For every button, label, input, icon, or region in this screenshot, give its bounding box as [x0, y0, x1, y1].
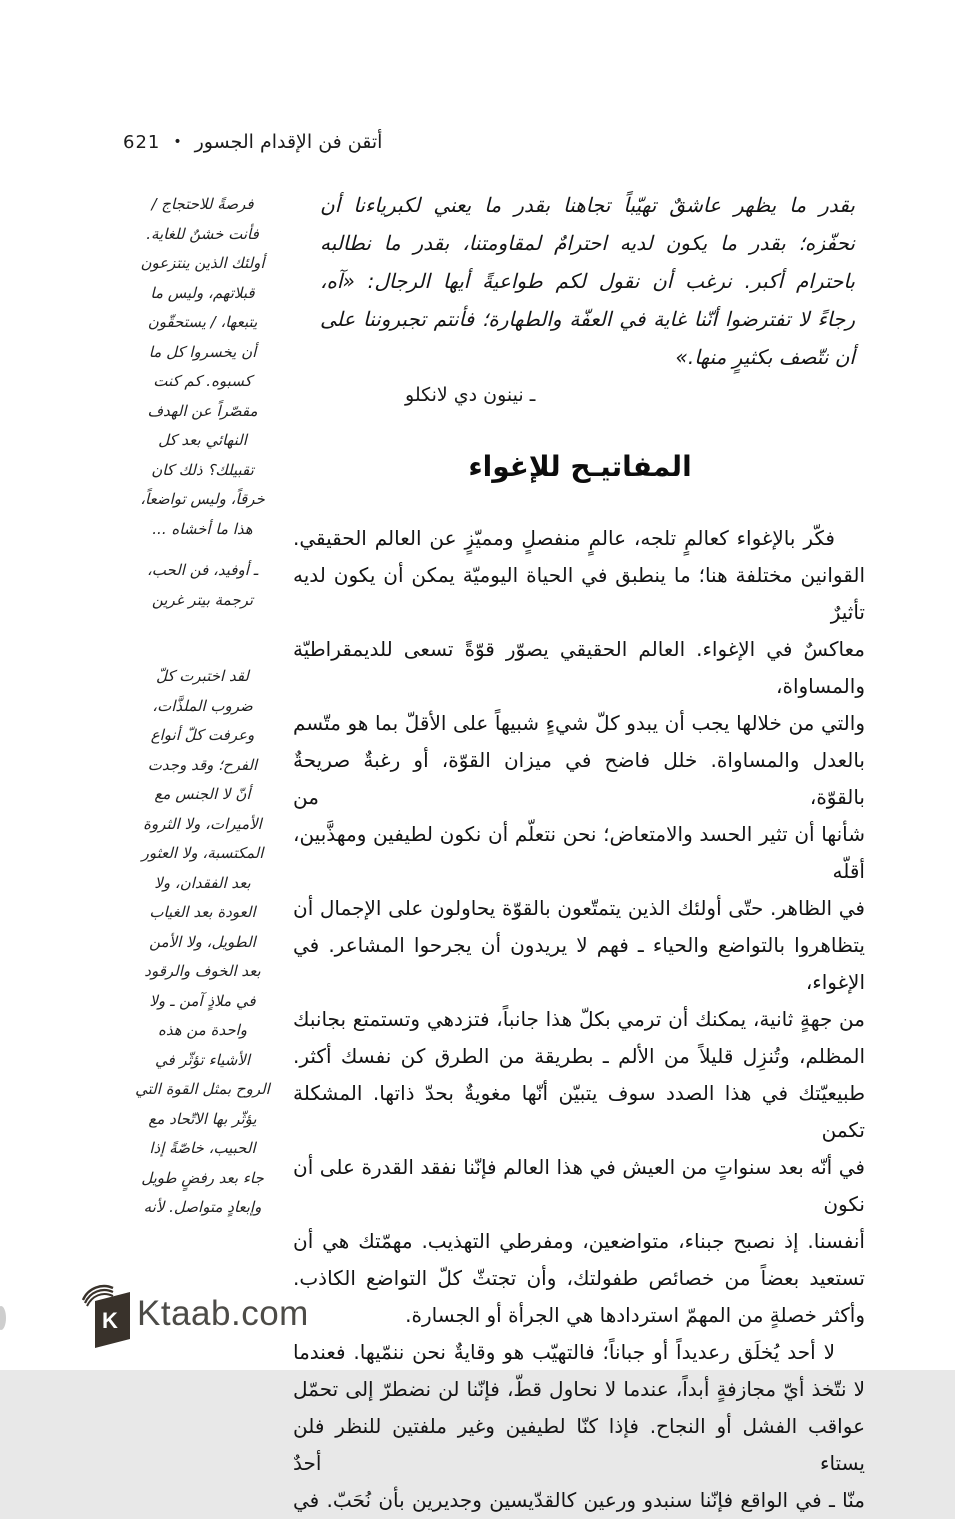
text-line: ضروب الملذَّات،	[152, 696, 253, 715]
logo-letter: K	[102, 1308, 118, 1333]
text-line: أنفسنا. إذ نصبح جبناء، متواضعين، ومفرطي التهذيب. مهمّتك هي أن	[293, 1229, 865, 1253]
body-paragraph-1	[293, 520, 865, 1334]
text-line: قبلاتهم، وليس ما	[150, 283, 255, 302]
text-line: جاء بعد رفضٍ طويل	[141, 1168, 264, 1187]
text-line: رجاءً لا تفترضوا أنّنا غاية في العفّة والطهارة؛ فأنتم تجبروننا على	[320, 307, 855, 331]
ktaab-brand-text: Ktaab.com	[137, 1294, 309, 1333]
text-line: الطويل، ولا الأمن	[149, 932, 256, 951]
text-line: في ملاذٍ آمن ـ ولا	[149, 991, 256, 1010]
text-line: تستعيد بعضاً من خصائص طفولتك، وأن تجتثّ كلّ التواضع الكاذب.	[293, 1266, 865, 1290]
text-line: يتظاهروا بالتواضع والحياء ـ فهم لا يريدون أن يجرحوا المشاعر. في الإغواء،	[293, 933, 865, 994]
text-line: واحدة من هذه	[157, 1021, 248, 1039]
text-line: شأنها أن تثير الحسد والامتعاض؛ نحن نتعلّم أن نكون لطيفين ومهذَّبين، أقلّه	[293, 822, 865, 883]
text-line: هذا ما أخشاه ...	[152, 519, 253, 538]
text-line: الحبيب، خاصّةً إذا	[149, 1139, 256, 1157]
bullet-separator: •	[173, 134, 182, 150]
text-line: الأميرات، ولا الثروة	[143, 814, 262, 833]
text-line: لا نتّخذ أيّ مجازفةٍ أبداً، عندما لا نحاول قطّ، فإنّنا لن نضطرّ إلى تحمّل	[293, 1377, 865, 1401]
text-line: فأنت خشنٌ للغاية.	[146, 224, 259, 243]
text-line: الفرح؛ وقد وجدت	[147, 755, 258, 774]
text-line: المكتسبة، ولا العثور	[141, 844, 264, 862]
margin-note-pleasures	[105, 662, 300, 1223]
text-line: النهائي بعد كل	[158, 431, 247, 449]
text-line: والتي من خلالها يجب أن يبدو كلّ شيءٍ شبيهاً على الأقلّ بما هو متّسم	[293, 711, 865, 735]
text-line: في الظاهر. حتّى أولئك الذين يتمتّعون بالقوّة يحاولون على الإجمال أن	[293, 896, 865, 920]
text-line: بالعدل والمساواة. خلل فاضح في ميزان القوّة، أو رغبةٌ صريحةٌ بالقوّة، من	[293, 748, 865, 809]
body-paragraph-2	[293, 1334, 865, 1519]
text-line: أن نتّصف بكثيرٍ منها.»	[675, 345, 855, 369]
body-text	[293, 520, 865, 1519]
text-line: أنّ لا الجنس مع	[154, 785, 251, 803]
margin-note-text	[105, 662, 300, 1223]
text-line: يتبعها، / يستحقّون	[147, 313, 258, 331]
text-line: بعد الفقدان، ولا	[154, 873, 251, 892]
text-line: الروح بمثل القوة التي	[135, 1080, 270, 1098]
text-line: باحترام أكبر. نرغب أن نقول لكم طواعيةً أيها الرجال: «آه،	[320, 269, 855, 293]
text-line: بعد الخوف والرقود	[144, 962, 261, 980]
text-line: في أنّه بعد سنواتٍ من العيش في هذا العالم فإنّنا نفقد القدرة على أن نكون	[293, 1155, 865, 1216]
text-line: عواقب الفشل أو النجاح. فإذا كنّا لطيفين وغير ملفتين للنظر فلن يستاء أحدٌ	[293, 1414, 865, 1475]
text-line: لقد اختبرت كلّ	[156, 667, 249, 685]
margin-note-text	[105, 190, 300, 544]
scan-edge-artifact	[0, 1306, 6, 1330]
margin-note-attribution	[105, 556, 300, 615]
epigraph-quote	[320, 186, 855, 376]
text-line: طبيعيّتك في هذا الصدد سوف يتبيّن أنّها مغويةٌ بحدّ ذاتها. المشكلة تكمن	[293, 1081, 865, 1142]
text-line: وإبعادٍ متواصل. لأنه	[143, 1198, 262, 1216]
margin-note-ovid	[105, 190, 300, 615]
text-line: ـ أوفيد، فن الحب،	[146, 561, 259, 579]
epigraph-attribution: ـ نينون دي لانكلو	[405, 384, 536, 406]
text-line: خرقاً، وليس تواضعاً،	[140, 490, 265, 508]
text-line: لا أحد يُخلَق رعديداً أو جباناً؛ فالتهيّب هو وقايةٌ نحن ننمّيها. فعندما	[293, 1340, 835, 1364]
page-number: 621	[123, 131, 161, 153]
text-line: منّا ـ في الواقع فإنّنا سنبدو ورعين كالقدّيسين وجديرين بأن نُحَبّ. في	[293, 1488, 865, 1512]
text-line: معاكسٌ في الإغواء. العالم الحقيقي يصوّر قوّةً تسعى للديمقراطيّة والمساواة،	[293, 637, 865, 698]
text-line: كسبوه. كم كنت	[153, 372, 252, 390]
running-head	[123, 131, 382, 153]
text-line: وعرفت كلّ أنواع	[150, 726, 255, 744]
text-line: نحفّزه؛ بقدر ما يكون لديه احترامٌ لمقاومتنا، بقدر ما نطالبه	[320, 231, 855, 255]
book-title: أتقن فن الإقدام الجسور	[194, 131, 383, 153]
text-line: أولئك الذين ينتزعون	[140, 254, 265, 272]
text-line: فرصةً للاحتجاج /	[151, 195, 254, 213]
ktaab-book-icon	[80, 1284, 136, 1348]
section-heading: المفاتيـح للإغواء	[468, 450, 692, 483]
text-line: الأشياء تؤثّر في	[154, 1050, 251, 1069]
text-line: المظلم، وتُنزِل قليلاً من الألم ـ بطريقة من الطرق كن نفسك أكثر.	[293, 1044, 865, 1068]
text-line: وأكثر خصلةٍ من المهمّ استردادها هي الجرأة أو الجسارة.	[405, 1303, 865, 1327]
text-line: العودة بعد الغياب	[149, 903, 256, 921]
text-line: ترجمة بيتر غرين	[151, 590, 254, 609]
text-line: يؤثّر بها الاتّحاد مع	[148, 1109, 257, 1128]
text-line: فكّر بالإغواء كعالمٍ تلجه، عالمٍ منفصلٍ ومميّزٍ عن العالم الحقيقي.	[293, 526, 835, 550]
text-line: تقبيلك؟ ذلك كان	[151, 460, 254, 479]
text-line: من جهةٍ ثانية، يمكنك أن ترمي بكلّ هذا جانباً، فتزدهي وتستمتع بجانبك	[293, 1007, 865, 1031]
text-line: بقدر ما يظهر عاشقٌ تهيّباً تجاهنا بقدر ما يعني لكبرياءنا أن	[320, 193, 855, 217]
text-line: أن يخسروا كل ما	[148, 342, 257, 361]
text-line: القوانين مختلفة هنا؛ ما ينطبق في الحياة اليوميّة يمكن أن يكون لديه تأثيرٌ	[293, 563, 865, 624]
text-line: مقصّراً عن الهدف	[147, 401, 258, 420]
